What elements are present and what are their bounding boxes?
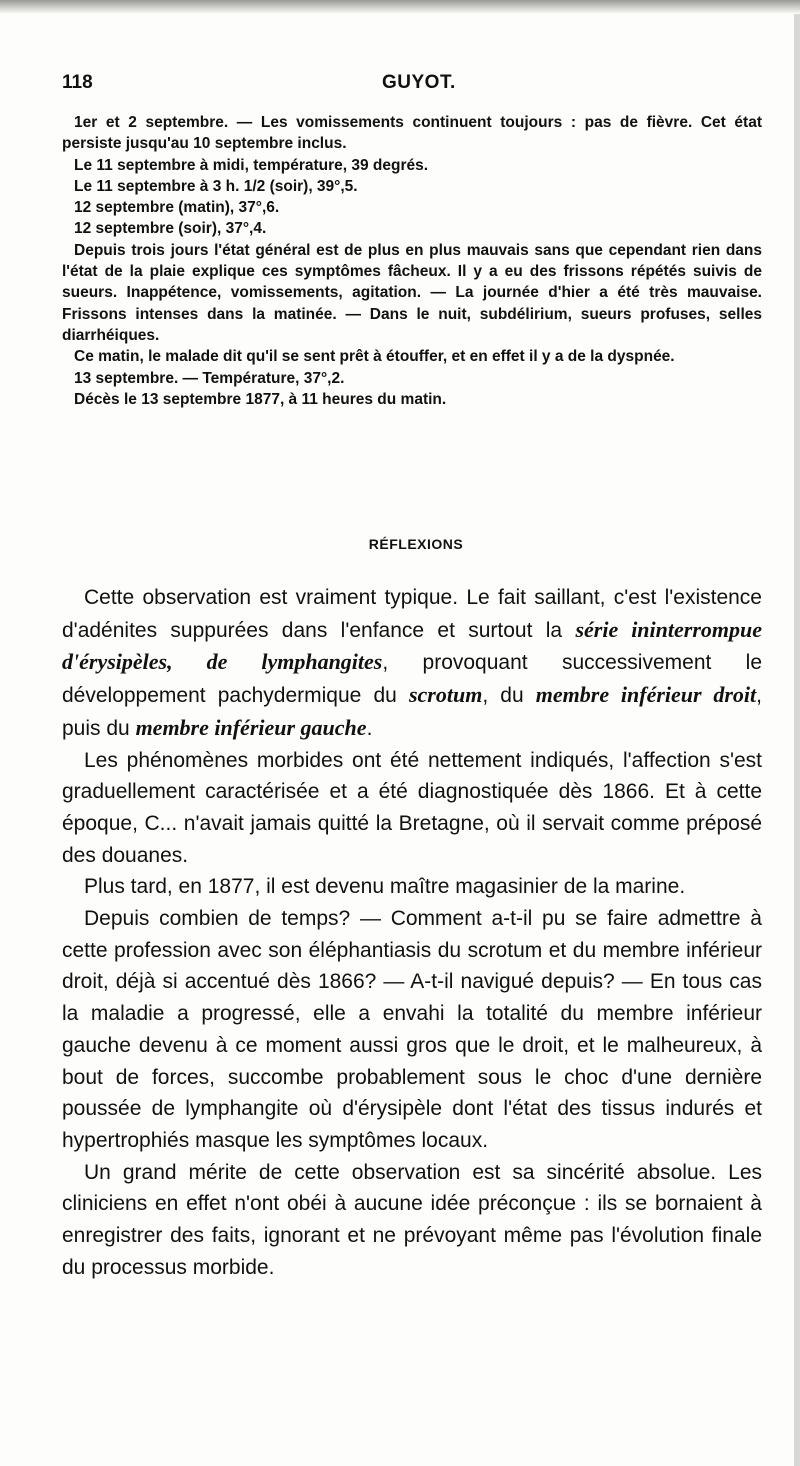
- scan-edge-shadow: [0, 0, 800, 14]
- italic-run: scrotum: [408, 682, 483, 708]
- text-run: , provoquant successivement le développement pachydermique du: [62, 651, 763, 708]
- note-paragraph: 13 septembre. — Température, 37°,2.: [74, 369, 345, 387]
- note-paragraph: Décès le 13 septembre 1877, à 11 heures du matin.: [74, 390, 447, 408]
- italic-run: membre inférieur gauche: [135, 714, 367, 740]
- text-run: Cette observation est vraiment typique. Le fait saillant, c'est l'existence d'adénites suppurées dans l'enfance et surtout la: [62, 586, 762, 642]
- page-number: 118: [62, 72, 93, 93]
- reflexions-body: [62, 582, 762, 1283]
- section-heading-text: RÉFLEXIONS: [368, 536, 464, 552]
- text-run: .: [366, 716, 373, 740]
- italic-run: série ininterrompue d'érysipèles, de lymphangites: [62, 616, 762, 675]
- note-paragraph: Le 11 septembre à midi, température, 39 degrés.: [74, 156, 429, 174]
- note-paragraph: 12 septembre (soir), 37°,4.: [74, 220, 267, 238]
- note-paragraph: Ce matin, le malade dit qu'il se sent prêt à étouffer, et en effet il y a de la dyspnée.: [74, 348, 675, 366]
- note-paragraph: 12 septembre (matin), 37°,6.: [74, 199, 280, 217]
- note-paragraph: Le 11 septembre à 3 h. 1/2 (soir), 39°,5.: [74, 177, 358, 195]
- text-run: , du: [482, 684, 536, 708]
- reflexion-paragraph: [62, 582, 762, 745]
- running-title: GUYOT.: [382, 72, 456, 93]
- note-paragraph: Depuis trois jours l'état général est de plus en plus mauvais sans que cependant rien dans l'état de la plaie explique ces symptômes fâcheux. Il y a eu des frissons répétés suivis de sueurs. Inappétence, vomissements, agitation. — La journée d'hier a été très mauvaise. Frissons intenses dans la matinée. — Dans le nuit, subdélirium, sueurs profuses, selles diarrhéiques.: [62, 241, 762, 344]
- reflexion-paragraph: Plus tard, en 1877, il est devenu maître magasinier de la marine.: [84, 875, 686, 899]
- text-run: , puis du: [62, 684, 762, 740]
- reflexion-paragraph: Un grand mérite de cette observation est sa sincérité absolue. Les cliniciens en effet n'ont obéi à aucune idée préconçue : ils se bornaient à enregistrer des faits, ignorant et ne prévoyant même pas l'évolution finale du processus morbide.: [62, 1160, 762, 1279]
- note-paragraph: 1er et 2 septembre. — Les vomissements continuent toujours : pas de fièvre. Cet état persiste jusqu'au 10 septembre inclus.: [62, 114, 762, 153]
- reflexion-paragraph: Depuis combien de temps? — Comment a-t-il pu se faire admettre à cette profession avec son éléphantiasis du scrotum et du membre inférieur droit, déjà si accentué dès 1866? — A-t-il navigué depuis? — En tous cas la maladie a progressé, elle a envahi la totalité du membre inférieur gauche devenu à ce moment aussi gros que le droit, et le malheureux, à bout de forces, succombe probablement sous le choc d'une dernière poussée de lymphangite où d'érysipèle dont l'état des tissus indurés et hypertrophiés masque les symptômes locaux.: [62, 907, 762, 1152]
- section-heading: [62, 536, 762, 552]
- clinical-notes: [62, 112, 762, 410]
- italic-run: membre inférieur droit: [535, 682, 757, 708]
- page-header: [62, 72, 762, 102]
- reflexion-paragraph: Les phénomènes morbides ont été nettement indiqués, l'affection s'est graduellement caractérisée et a été diagnostiquée dès 1866. Et à cette époque, C... n'avait jamais quitté la Bretagne, où il servait comme préposé des douanes.: [62, 748, 762, 867]
